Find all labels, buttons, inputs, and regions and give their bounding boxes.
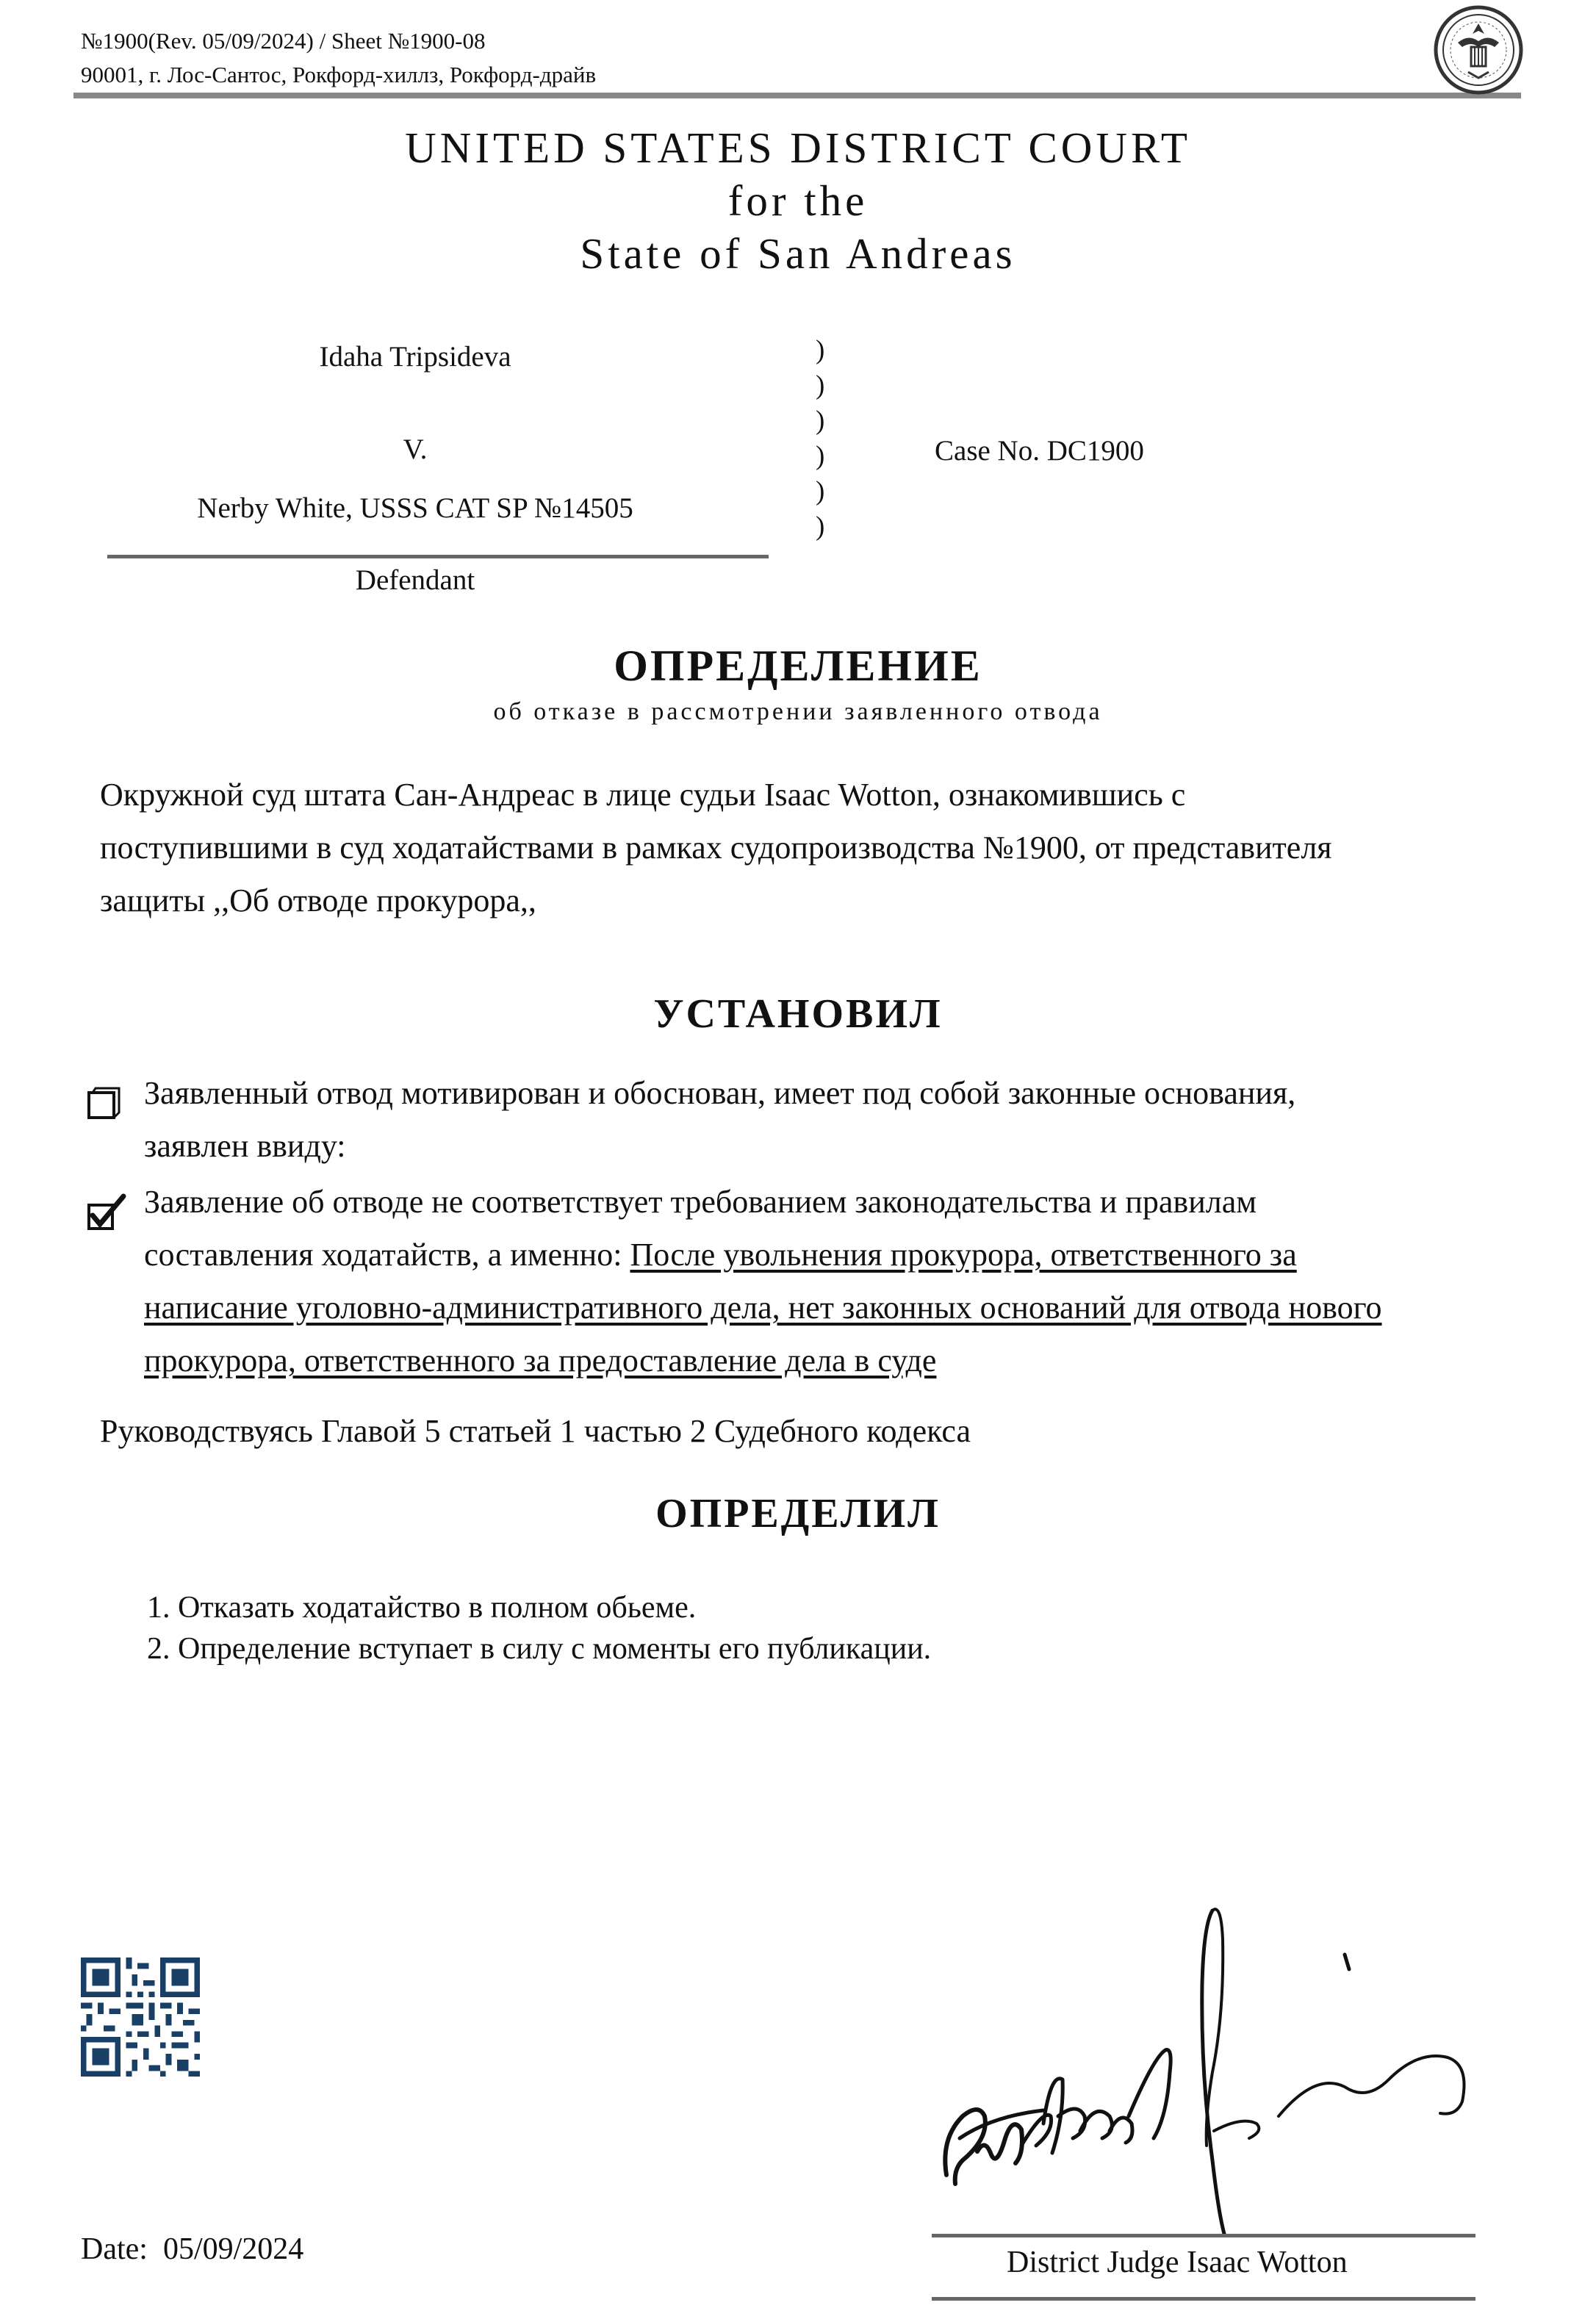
date-field	[81, 2234, 303, 2265]
option-line	[144, 1229, 1540, 1281]
caption-paren: )	[816, 511, 825, 542]
defendant-name: Nerby White, USSS CAT SP №14505	[197, 492, 633, 524]
intro-line: защиты ,,Об отводе прокурора,,	[100, 882, 536, 918]
intro-line: Окружной суд штата Сан-Андреас в лице судьи Isaac Wotton, ознакомившись с	[100, 777, 1186, 813]
decision-item	[147, 1587, 931, 1628]
judge-name: District Judge Isaac Wotton	[1007, 2246, 1348, 2279]
plaintiff-name: Idaha Tripsideva	[319, 341, 511, 373]
versus: V.	[403, 434, 428, 465]
judge-signature	[933, 1896, 1492, 2241]
item-number: 2.	[147, 1632, 170, 1666]
checkbox-unchecked-icon[interactable]	[87, 1086, 121, 1120]
footer-rule	[932, 2297, 1475, 2301]
rejection-reason: написание уголовно-административного дела, нет законных оснований для отвода нового	[144, 1290, 1382, 1326]
caption-paren: )	[816, 406, 825, 436]
document-reference: №1900(Rev. 05/09/2024) / Sheet №1900-08	[81, 28, 486, 54]
rejection-reason: После увольнения прокурора, ответственного за	[630, 1237, 1297, 1273]
option-prefix: составления ходатайств, а именно:	[144, 1237, 630, 1273]
court-seal-icon	[1433, 4, 1524, 96]
header-divider	[73, 93, 1521, 98]
case-number: Case No. DC1900	[935, 435, 1144, 467]
caption-divider	[107, 555, 769, 558]
option-grounded	[144, 1067, 1525, 1173]
decided-heading: ОПРЕДЕЛИЛ	[655, 1491, 941, 1536]
date-value: 05/09/2024	[162, 2232, 304, 2266]
caption-paren: )	[816, 335, 825, 365]
intro-line: поступившими в суд ходатайствами в рамках судопроизводства №1900, от представителя	[100, 830, 1332, 866]
date-label: Date:	[81, 2232, 148, 2266]
court-for-the: for the	[727, 176, 869, 225]
court-address: 90001, г. Лос-Сантос, Рокфорд-хиллз, Рокфорд-драйв	[81, 62, 597, 87]
caption-paren: )	[816, 370, 825, 400]
qr-code-icon	[81, 1958, 200, 2077]
item-text: Определение вступает в силу с моменты его публикации.	[178, 1632, 932, 1666]
signature-line	[932, 2234, 1475, 2237]
decision-list	[147, 1587, 931, 1669]
ruling-title: ОПРЕДЕЛЕНИЕ	[614, 641, 982, 690]
established-heading: УСТАНОВИЛ	[653, 991, 943, 1037]
checkbox-checked-icon[interactable]	[87, 1193, 128, 1232]
item-text: Отказать ходатайство в полном обьеме.	[178, 1591, 697, 1625]
court-name: UNITED STATES DISTRICT COURT	[405, 123, 1191, 172]
option-line: заявлен ввиду:	[144, 1128, 346, 1164]
intro-paragraph	[100, 769, 1525, 927]
caption-paren: )	[816, 476, 825, 506]
option-line: Заявленный отвод мотивирован и обоснован, имеет под собой законные основания,	[144, 1075, 1296, 1111]
caption-paren: )	[816, 441, 825, 471]
court-state: State of San Andreas	[580, 229, 1016, 278]
option-rejected	[144, 1176, 1540, 1387]
option-line: Заявление об отводе не соответствует требованием законодательства и правилам	[144, 1184, 1257, 1220]
decision-item	[147, 1628, 931, 1669]
ruling-subtitle: об отказе в рассмотрении заявленного отвода	[493, 698, 1103, 725]
item-number: 1.	[147, 1591, 170, 1625]
rejection-reason: прокурора, ответственного за предоставление дела в суде	[144, 1342, 937, 1378]
guided-by: Руководствуясь Главой 5 статьей 1 частью 2 Судебного кодекса	[100, 1413, 971, 1449]
defendant-label: Defendant	[355, 564, 475, 596]
